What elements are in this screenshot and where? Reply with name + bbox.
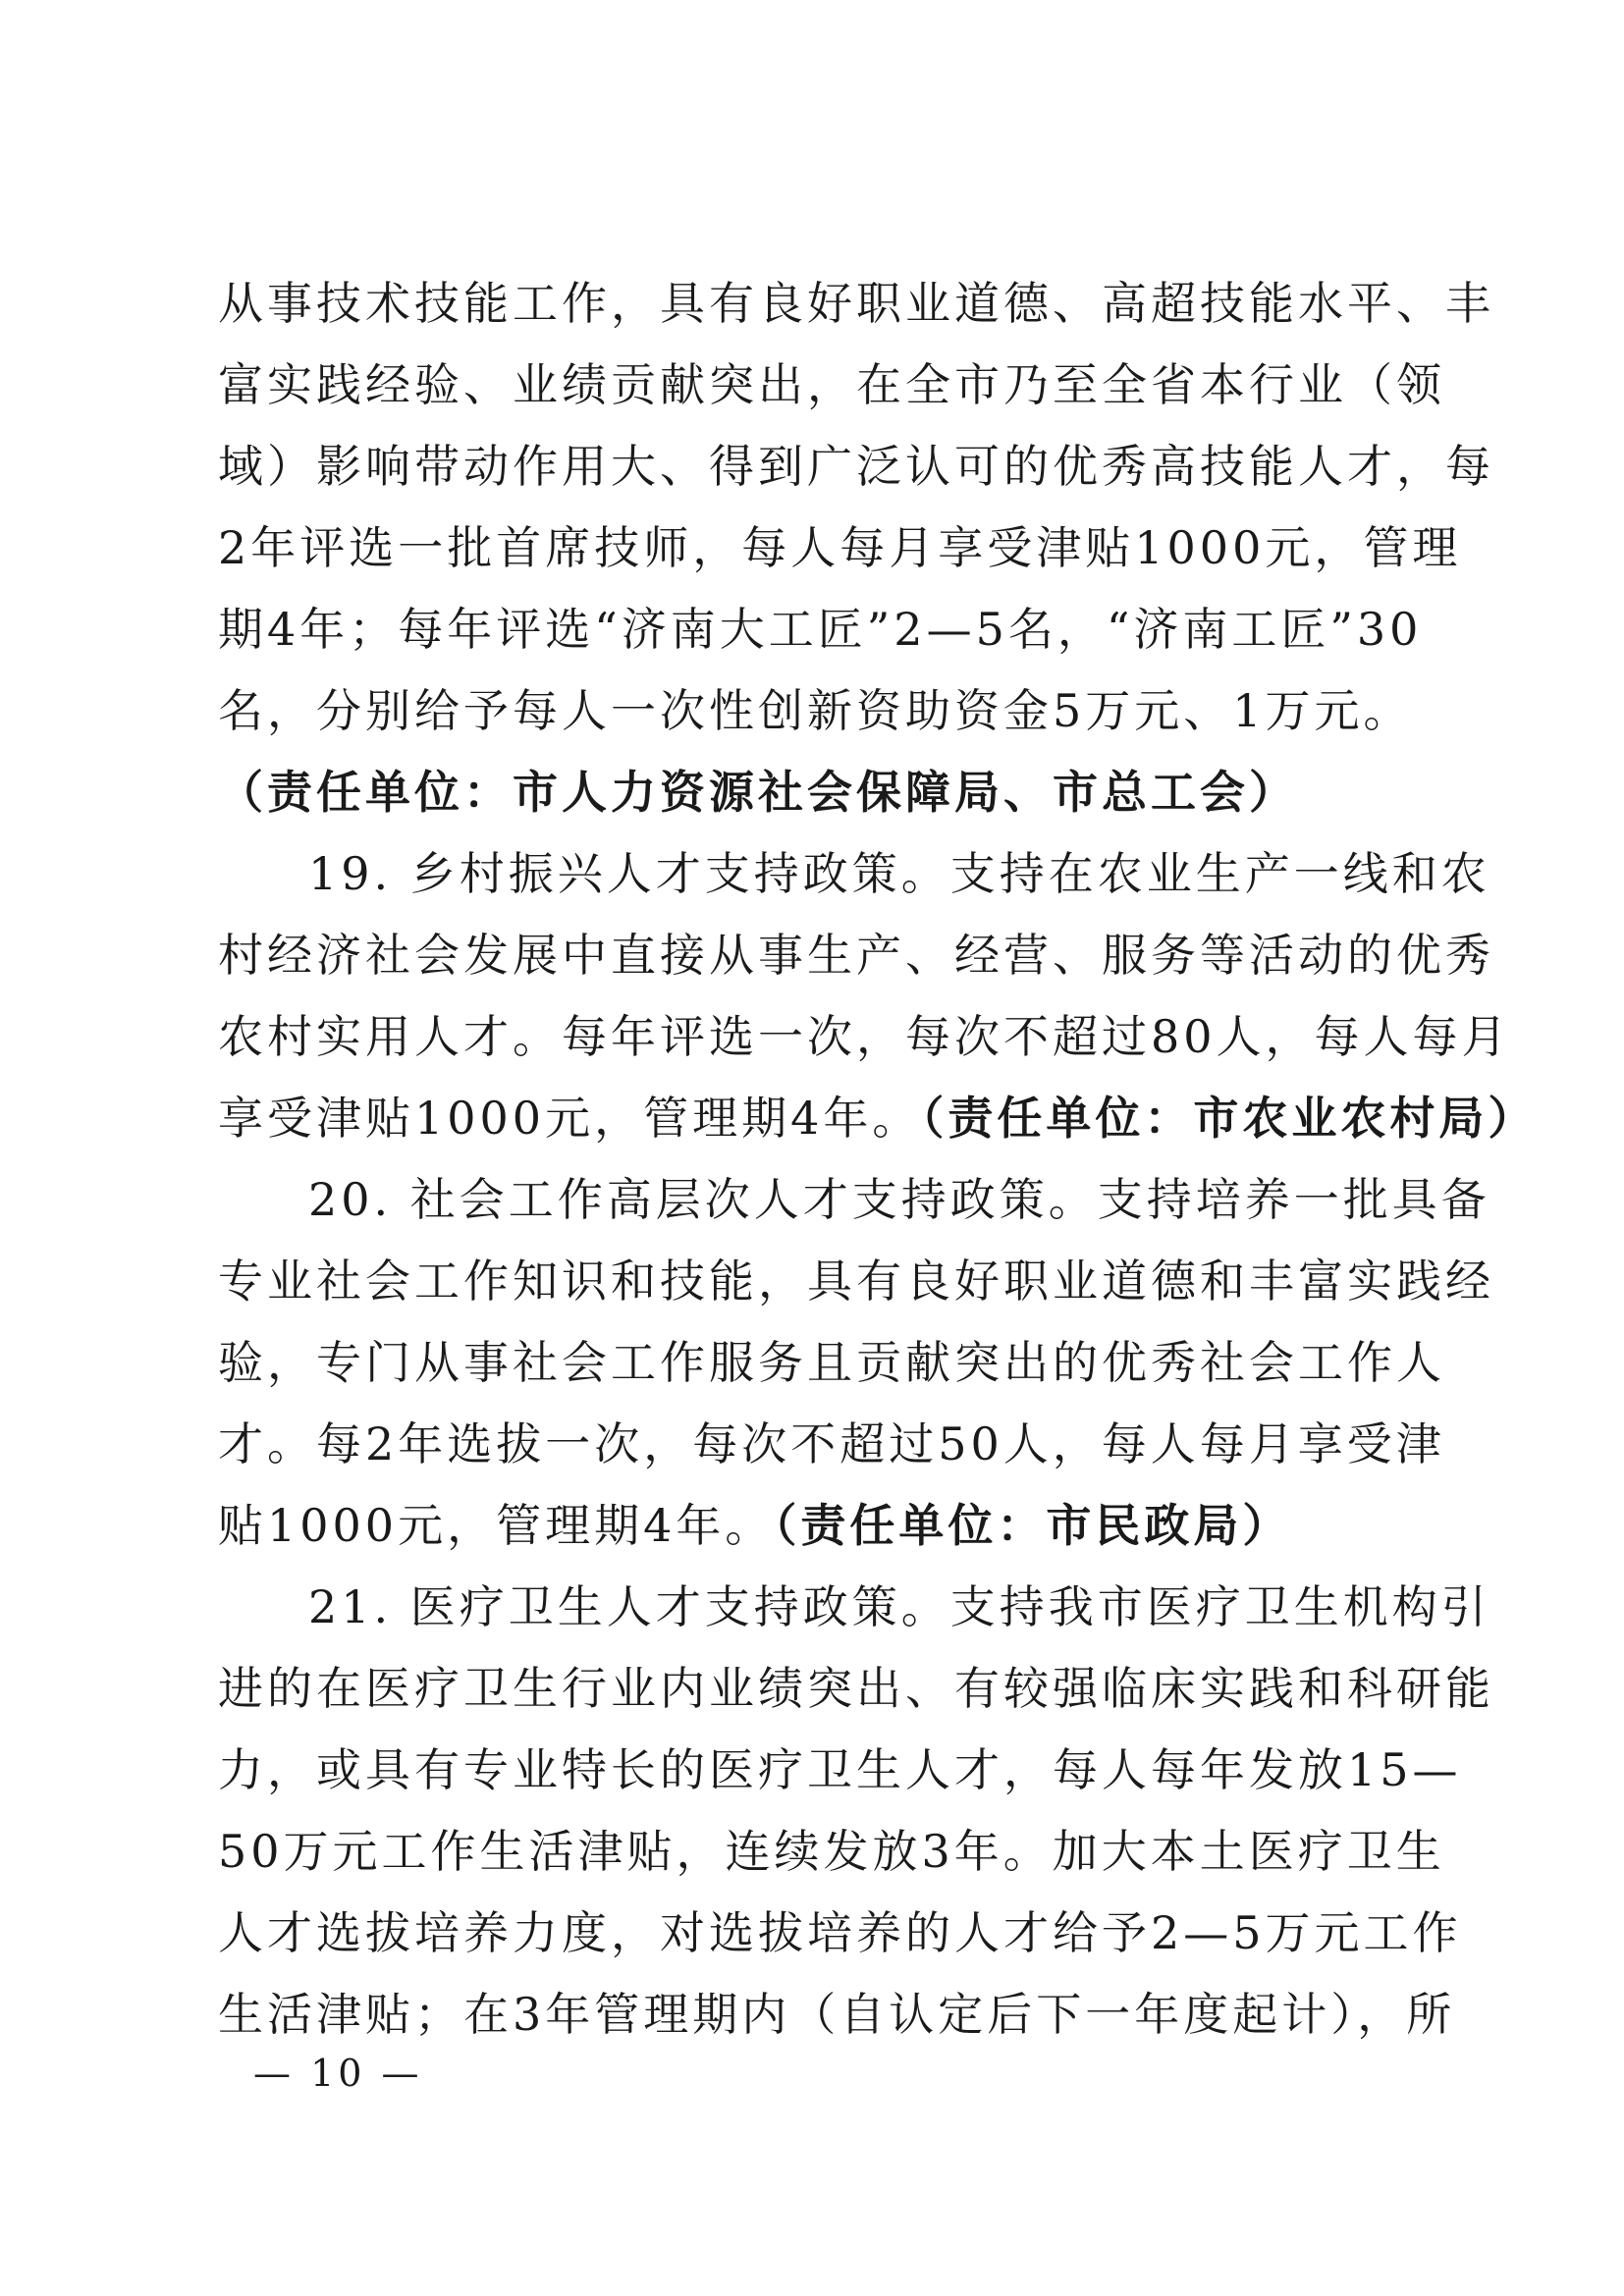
body-line: 2年评选一批首席技师，每人每月享受津贴1000元，管理	[218, 521, 1462, 574]
body-line: 农村实用人才。每年评选一次，每次不超过80人，每人每月	[218, 1010, 1511, 1063]
body-line-with-note	[218, 1485, 1406, 1567]
responsibility-note: （责任单位：市民政局）	[774, 1499, 1292, 1552]
body-line: 生活津贴；在3年管理期内（自认定后下一年度起计），所	[218, 1988, 1456, 2041]
responsibility-note: （责任单位：市人力资源社会保障局、市总工会）	[218, 766, 1298, 819]
body-line: 村经济社会发展中直接从事生产、经营、服务等活动的优秀	[218, 929, 1494, 982]
body-line: 才。每2年选拔一次，每次不超过50人，每人每月享受津	[218, 1417, 1445, 1470]
document-body	[218, 263, 1538, 2056]
body-line: 专业社会工作知识和技能，具有良好职业道德和丰富实践经	[218, 1255, 1494, 1308]
body-line: 验，专门从事社会工作服务且贡献突出的优秀社会工作人	[218, 1336, 1445, 1389]
responsibility-note: （责任单位：市农业农村局）	[921, 1092, 1538, 1145]
body-line: 富实践经验、业绩贡献突出，在全市乃至全省本行业（领	[218, 358, 1445, 411]
section-heading-line: 19. 乡村振兴人才支持政策。支持在农业生产一线和农	[308, 847, 1490, 900]
body-text: 享受津贴1000元，管理期4年。	[218, 1092, 922, 1145]
page-number: — 10 —	[253, 2052, 423, 2095]
body-line-with-note	[218, 1078, 1538, 1159]
body-line: 力，或具有专业特长的医疗卫生人才，每人每年发放15—	[218, 1743, 1462, 1796]
body-line: 50万元工作生活津贴，连续发放3年。加大本土医疗卫生	[218, 1825, 1445, 1878]
body-line: 名，分别给予每人一次性创新资助资金5万元、1万元。	[218, 684, 1413, 737]
section-heading-line: 21. 医疗卫生人才支持政策。支持我市医疗卫生机构引	[308, 1580, 1490, 1633]
body-line: 人才选拔培养力度，对选拔培养的人才给予2—5万元工作	[218, 1906, 1462, 1959]
body-line: 从事技术技能工作，具有良好职业道德、高超技能水平、丰	[218, 277, 1494, 330]
section-heading-line: 20. 社会工作高层次人才支持政策。支持培养一批具备	[308, 1173, 1490, 1226]
body-line: 域）影响带动作用大、得到广泛认可的优秀高技能人才，每	[218, 440, 1494, 493]
body-line: 期4年；每年评选“济南大工匠”2—5名，“济南工匠”30	[218, 603, 1423, 656]
body-text: 贴1000元，管理期4年。	[218, 1499, 775, 1552]
body-line: 进的在医疗卫生行业内业绩突出、有较强临床实践和科研能	[218, 1662, 1494, 1715]
